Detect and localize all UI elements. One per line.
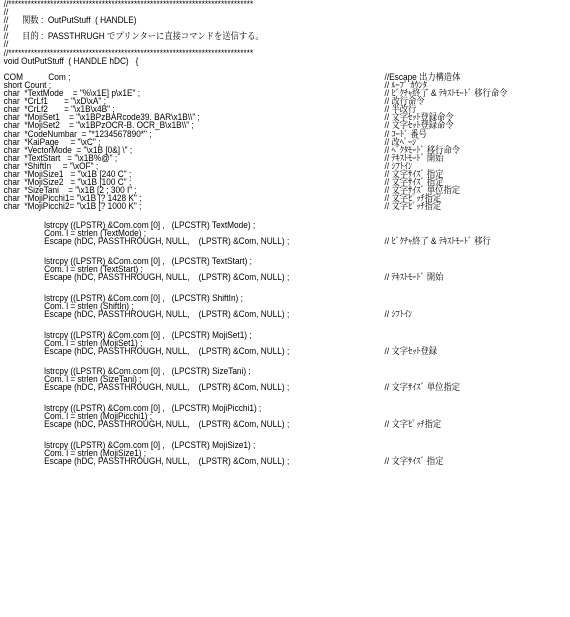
line-comment: // ﾋﾞｸﾁｬ終了 & ﾃｷｽﾄﾓｰﾄﾞ 移行命令 [384,88,508,99]
lstrcpy-line: lstrcpy ((LPSTR) &Com.com [0] , (LPCSTR) MojiSize1) ; [44,439,256,450]
line-comment: // 文字ｻｲｽﾞ 単位指定 [384,185,461,196]
escape-call-group [0,294,524,318]
line-comment: // 文字ｾｯﾄ登録 [384,345,438,356]
function-signature: void OutPutStuff ( HANDLE hDC) { [3,55,139,66]
declaration-line: COM Com ; //Escape 出力構造体 [3,71,461,82]
declaration-line: char *TextStart = "\x1B%@" ; // ﾃｷｽﾄﾓｰﾄﾞ 開始 [3,152,444,163]
line-comment: // ﾃｷｽﾄﾓｰﾄﾞ 開始 [384,152,444,163]
declaration-line: char *CrLf1 = "\xD\xA" ; // 改行命令 [3,96,425,107]
strlen-line: Com. l = strlen (ShiftIn) ; [44,300,134,311]
line-comment: // ﾍﾞｸﾀﾓｰﾄﾞ 移行命令 [384,144,461,155]
escape-call-group [0,367,524,391]
line-comment: // 文字ｻｲｽﾞ 指定 [384,455,444,466]
blank-line [0,281,524,289]
escape-line: Escape (hDC, PASSTHROUGH, NULL, (LPSTR) &Com, NULL) ; // ﾋﾞｸﾁｬ終了 & ﾃｷｽﾄﾓｰﾄﾞ 移行 [44,235,491,246]
blank-line [0,392,524,400]
escape-line: Escape (hDC, PASSTHROUGH, NULL, (LPSTR) &Com, NULL) ; // ｼﾌﾄｲﾝ [44,309,413,320]
line-comment: // 改行命令 [384,96,425,107]
declaration-line: char *MojiSize1 = "\x1B [240 C" ; // 文字ｻｲｽﾞ 指定 [3,168,444,179]
strlen-line: Com. l = strlen (TextStart) ; [44,264,143,275]
declaration-line: char *MojiPicchi1= "\x1B [? 1428 K" ; // 文字ﾋﾟｯﾁ指定 [3,193,442,204]
escape-call-group [0,257,524,281]
escape-line: Escape (hDC, PASSTHROUGH, NULL, (LPSTR) &Com, NULL) ; // 文字ｻｲｽﾞ 指定 [44,455,444,466]
line-comment: // 半改行 [384,104,417,115]
escape-line: Escape (hDC, PASSTHROUGH, NULL, (LPSTR) &Com, NULL) ; // 文字ｾｯﾄ登録 [44,345,438,356]
escape-call-group [0,331,524,355]
declaration-line: char *CrLf2 = "\x1B\x4B" ; // 半改行 [3,104,417,115]
line-comment: // ﾋﾞｸﾁｬ終了 & ﾃｷｽﾄﾓｰﾄﾞ 移行 [384,235,491,246]
line-comment: // 文字ﾋﾟｯﾁ指定 [384,201,442,212]
strlen-line: Com. l = strlen (MojiPicchi1) ; [44,410,153,421]
strlen-line: Com. l = strlen (TextMode) ; [44,227,147,238]
line-comment: // 改ﾍﾟｰｼﾞ [384,136,421,147]
line-comment: // 文字ｻｲｽﾞ 指定 [384,168,444,179]
line-comment: // ｼﾌﾄｲﾝ [384,160,413,171]
strlen-line: Com. l = strlen (SizeTani) ; [44,374,142,385]
comment-blank-line: // [3,7,9,18]
declaration-line: char *KaiPage = "\xC" ; // 改ﾍﾟｰｼﾞ [3,136,421,147]
declaration-line: char *MojiSize2 = "\x1B [100 C" ; // 文字ｻｲｽﾞ 指定 [3,177,444,188]
blank-line [0,318,524,326]
line-comment: // ｺｰﾄﾞ 番号 [384,128,427,139]
line-comment: // ﾃｷｽﾄﾓｰﾄﾞ 開始 [384,272,444,283]
escape-call-group [0,221,524,245]
declaration-line: short Count ; // ﾙｰﾌﾟ ｶｳﾝﾀ [3,79,427,90]
line-comment: // 文字ﾋﾟｯﾁ指定 [384,193,442,204]
declaration-line: char *MojiSet2 = "\x1BPzOCR-B. OCR_B\x1B\\" ; // 文字ｾｯﾄ登録命令 [3,120,454,131]
lstrcpy-line: lstrcpy ((LPSTR) &Com.com [0] , (LPCSTR) ShiftIn) ; [44,292,243,303]
lstrcpy-line: lstrcpy ((LPSTR) &Com.com [0] , (LPCSTR) MojiSet1) ; [44,329,252,340]
escape-call-group [0,404,524,428]
line-comment: // 文字ｾｯﾄ登録命令 [384,120,454,131]
declaration-line: char *MojiSet1 = "\x1BPzBARcode39. BAR\x1B\\" ; // 文字ｾｯﾄ登録命令 [3,112,454,123]
line-comment: // 文字ｾｯﾄ登録命令 [384,112,454,123]
lstrcpy-line: lstrcpy ((LPSTR) &Com.com [0] , (LPCSTR) MojiPicchi1) ; [44,402,262,413]
declaration-line: char *VectorMode = "\x1B [0&] \" ; // ﾍﾞｸﾀﾓｰﾄﾞ 移行命令 [3,144,461,155]
line-comment: // 文字ｻｲｽﾞ 指定 [384,177,444,188]
escape-line: Escape (hDC, PASSTHROUGH, NULL, (LPSTR) &Com, NULL) ; // ﾃｷｽﾄﾓｰﾄﾞ 開始 [44,272,444,283]
lstrcpy-line: lstrcpy ((LPSTR) &Com.com [0] , (LPCSTR) TextMode) ; [44,219,256,230]
declaration-line: char *MojiPicchi2= "\x1B [? 1000 K" ; // 文字ﾋﾟｯﾁ指定 [3,201,442,212]
blank-line [0,428,524,436]
blank-line [0,355,524,363]
comment-blank-line: // [3,39,9,50]
lstrcpy-line: lstrcpy ((LPSTR) &Com.com [0] , (LPCSTR) SizeTani) ; [44,366,251,377]
line-comment: //Escape 出力構造体 [384,71,461,82]
line-comment: // 文字ｻｲｽﾞ 単位指定 [384,382,461,393]
strlen-line: Com. l = strlen (MojiSet1) ; [44,337,143,348]
line-comment: // ｼﾌﾄｲﾝ [384,309,413,320]
escape-call-group [0,441,524,465]
declaration-line: char *TextMode = "%\x1E] p\x1E" ; // ﾋﾞｸﾁｬ終了 & ﾃｷｽﾄﾓｰﾄﾞ 移行命令 [3,88,508,99]
line-comment: // ﾙｰﾌﾟ ｶｳﾝﾀ [384,79,427,90]
blank-line [0,210,524,218]
escape-line: Escape (hDC, PASSTHROUGH, NULL, (LPSTR) &Com, NULL) ; // 文字ﾋﾟｯﾁ指定 [44,419,442,430]
strlen-line: Com. l = strlen (MojiSize1) ; [44,447,147,458]
declaration-line: char *SizeTani = "\x1B [2 ; 300 I" ; // 文字ｻｲｽﾞ 単位指定 [3,185,461,196]
declarations-block [0,73,524,211]
declaration-line: char *ShiftIn = "\xOF" ; // ｼﾌﾄｲﾝ [3,160,413,171]
purpose-comment: // 目的 : PASSTHRUGH でプリンターに直接コマンドを送信する。 [3,31,264,42]
blank-line [0,245,524,253]
declaration-line: char *CodeNumbar = "*1234567890*" ; // ｺｰﾄﾞ 番号 [3,128,427,139]
comment-rule-bottom: //**************************************************************************** [3,47,254,58]
lstrcpy-line: lstrcpy ((LPSTR) &Com.com [0] , (LPCSTR) TextStart) ; [44,256,252,267]
escape-line: Escape (hDC, PASSTHROUGH, NULL, (LPSTR) &Com, NULL) ; // 文字ｻｲｽﾞ 単位指定 [44,382,461,393]
comment-blank-line: // [3,23,9,34]
line-comment: // 文字ﾋﾟｯﾁ指定 [384,419,442,430]
comment-rule-top: //**************************************************************************** [3,0,254,9]
function-name-comment: // 関数 : OutPutStuff ( HANDLE) [3,15,137,26]
